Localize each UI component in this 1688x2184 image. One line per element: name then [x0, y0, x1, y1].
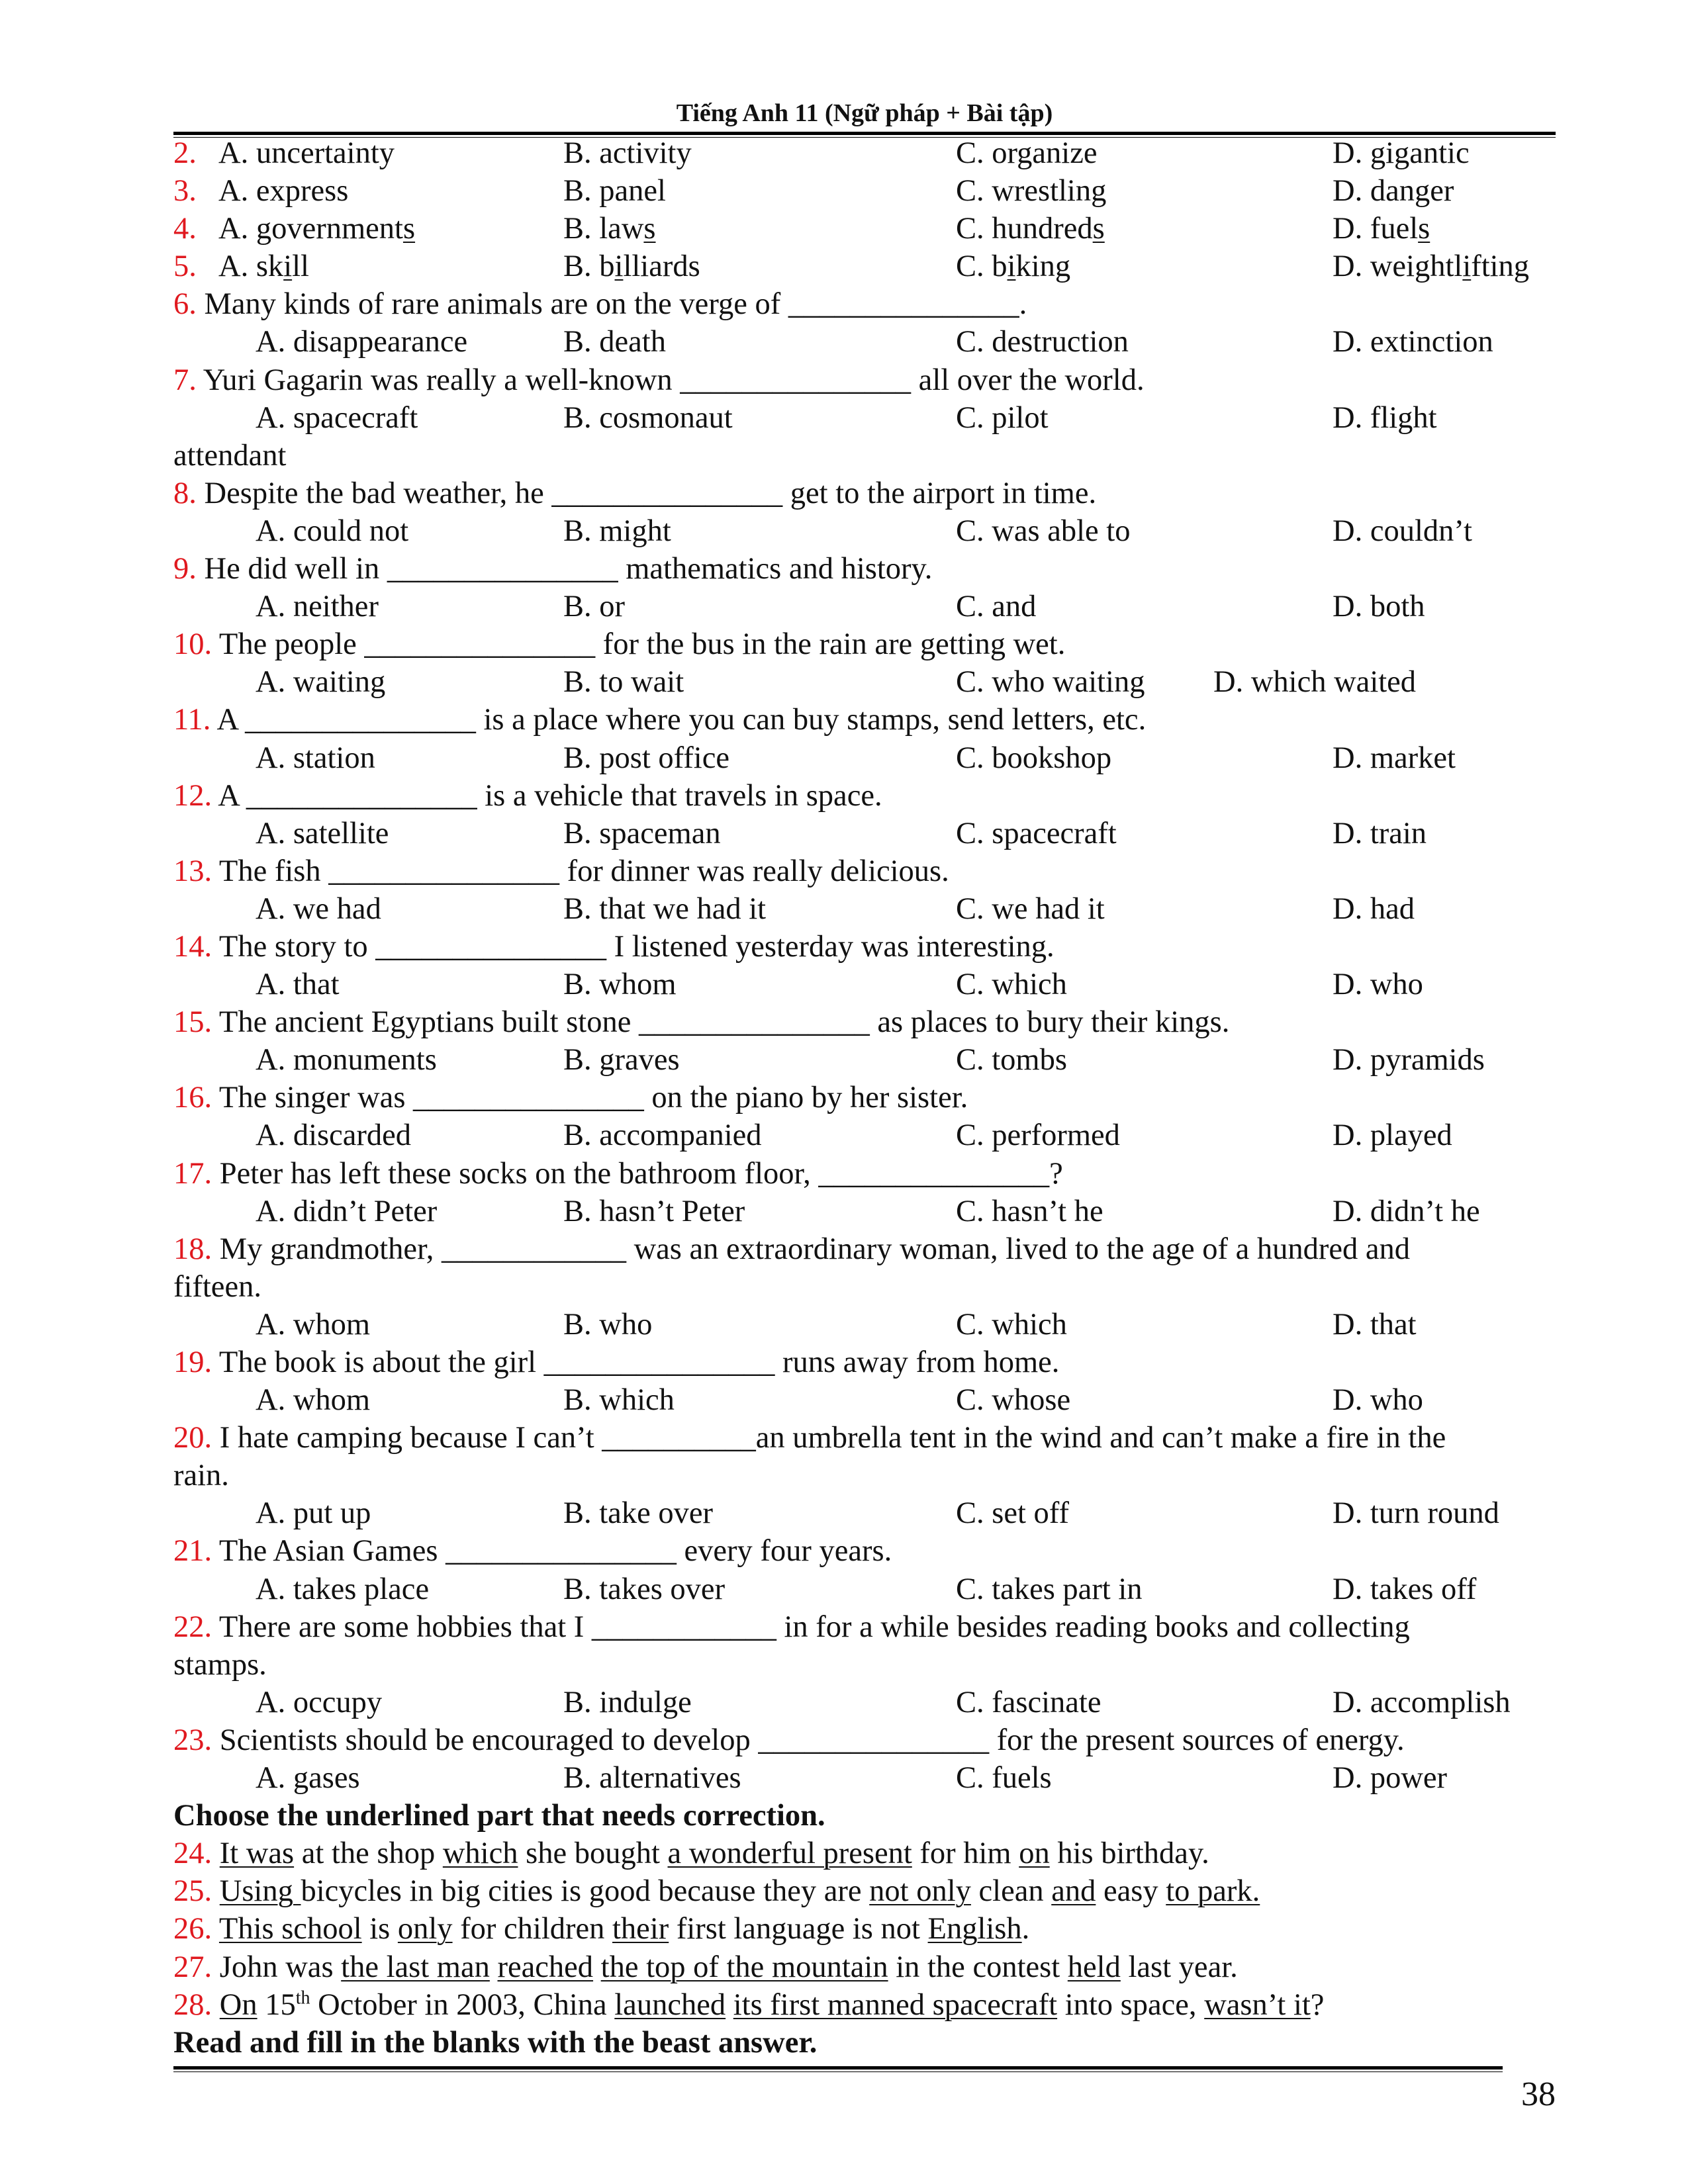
option-a: A. didn’t Peter [256, 1194, 438, 1228]
option-d: D. fuels [1333, 212, 1430, 246]
option-b: B. alternatives [563, 1761, 741, 1796]
option-c: C. whose [956, 1383, 1071, 1418]
question-5-options [173, 248, 1556, 285]
question-11-stem [173, 701, 1556, 739]
option-c: C. tombs [956, 1043, 1067, 1077]
option-c: C. performed [956, 1118, 1120, 1153]
option-b: B. or [563, 590, 625, 624]
question-number: 8. [173, 476, 197, 510]
option-c: C. was able to [956, 514, 1131, 548]
option-d: D. flight [1333, 400, 1437, 435]
option-b: B. takes over [563, 1572, 726, 1606]
option-d: D. train [1333, 816, 1427, 850]
option-d: D. didn’t he [1333, 1194, 1480, 1228]
question-17-stem [173, 1155, 1556, 1193]
question-26: 26. This school is only for children their first language is not English. [173, 1912, 1030, 1946]
option-b: B. accompanied [563, 1118, 762, 1153]
option-b: B. that we had it [563, 891, 767, 926]
question-20-options [173, 1494, 1556, 1532]
question-number: 20. [173, 1421, 212, 1455]
question-number: 27. [173, 1950, 212, 1984]
option-d: D. accomplish [1333, 1685, 1511, 1719]
question-number: 22. [173, 1610, 212, 1644]
question-3-options [173, 172, 1556, 210]
option-d: D. power [1333, 1761, 1448, 1796]
option-c: C. pilot [956, 400, 1049, 435]
option-a: A. put up [256, 1496, 371, 1531]
question-9-stem [173, 550, 1556, 588]
question-2-options [173, 134, 1556, 172]
question-27: 27. John was the last man reached the top of the mountain in the contest held last year. [173, 1950, 1238, 1984]
question-22-options [173, 1684, 1556, 1721]
question-28: 28. On 15th October in 2003, China launched its first manned spacecraft into space, wasn’t it? [173, 1987, 1325, 2022]
question-text: The fish _______________ for dinner was really delicious. [218, 854, 949, 888]
option-c: C. and [956, 590, 1037, 624]
question-number: 13. [173, 854, 212, 888]
option-a: A. disappearance [256, 325, 468, 359]
question-number: 6. [173, 287, 197, 322]
question-number: 3. [173, 174, 197, 208]
option-b: B. activity [563, 136, 692, 170]
question-12-stem [173, 777, 1556, 815]
option-a: A. whom [256, 1307, 371, 1342]
option-b: B. which [563, 1383, 675, 1418]
question-22-stem [173, 1608, 1556, 1646]
question-10-stem [173, 625, 1556, 663]
question-17-options [173, 1193, 1556, 1230]
question-text: The ancient Egyptians built stone _______________ as places to bury their kings. [218, 1005, 1230, 1040]
option-d: D. market [1333, 741, 1456, 775]
option-b: B. post office [563, 741, 729, 775]
question-text: The book is about the girl _______________ runs away from home. [218, 1345, 1060, 1379]
question-25: 25. Using bicycles in big cities is good because they are not only clean and easy to park. [173, 1874, 1260, 1909]
option-a: A. monuments [256, 1043, 437, 1077]
question-number: 14. [173, 929, 212, 964]
option-d: D. danger [1333, 174, 1454, 208]
section-heading-reading: Read and fill in the blanks with the beast answer. [173, 2025, 818, 2060]
question-number: 2. [173, 136, 197, 170]
question-14-stem [173, 928, 1556, 966]
question-20-stem-continued: rain. [173, 1459, 229, 1493]
option-a: A. governments [218, 212, 416, 246]
question-number: 12. [173, 778, 212, 813]
question-13-stem [173, 852, 1556, 890]
option-b: B. spaceman [563, 816, 721, 850]
question-number: 10. [173, 627, 212, 662]
option-c: C. bookshop [956, 741, 1112, 775]
question-11-options [173, 739, 1556, 777]
option-c: C. biking [956, 250, 1071, 284]
question-12-options [173, 815, 1556, 852]
question-6-stem [173, 285, 1556, 323]
option-b: B. billiards [563, 250, 700, 284]
option-a: A. that [256, 968, 340, 1002]
question-number: 15. [173, 1005, 212, 1040]
option-c: C. organize [956, 136, 1098, 170]
question-20-stem [173, 1419, 1556, 1457]
option-c: C. which [956, 1307, 1067, 1342]
question-19-options [173, 1381, 1556, 1419]
question-18-stem [173, 1230, 1556, 1268]
option-b: B. laws [563, 212, 656, 246]
option-b: B. to wait [563, 665, 684, 700]
question-number: 9. [173, 552, 197, 586]
option-a: A. whom [256, 1383, 371, 1418]
option-a: A. discarded [256, 1118, 411, 1153]
question-number: 19. [173, 1345, 212, 1379]
question-16-options [173, 1116, 1556, 1154]
option-a: A. spacecraft [256, 400, 418, 435]
question-23-stem [173, 1721, 1556, 1759]
question-number: 21. [173, 1534, 212, 1569]
option-b: B. death [563, 325, 666, 359]
option-b: B. might [563, 514, 671, 548]
question-14-options [173, 966, 1556, 1003]
question-number: 4. [173, 212, 197, 246]
question-text: A _______________ is a vehicle that travels in space. [218, 778, 882, 813]
option-d: D. pyramids [1333, 1043, 1485, 1077]
question-7-options [173, 399, 1556, 437]
question-number: 7. [173, 363, 197, 397]
question-text: The people _______________ for the bus in the rain are getting wet. [218, 627, 1066, 662]
question-text: I hate camping because I can’t __________an umbrella tent in the wind and can’t make a fire in the [219, 1421, 1446, 1455]
option-a: A. could not [256, 514, 409, 548]
section-heading-correction: Choose the underlined part that needs correction. [173, 1799, 825, 1833]
option-b: B. panel [563, 174, 666, 208]
option-c: C. wrestling [956, 174, 1107, 208]
option-b: B. take over [563, 1496, 713, 1531]
question-text: He did well in _______________ mathematics and history. [204, 552, 933, 586]
question-9-options [173, 588, 1556, 625]
footer-rule [173, 2066, 1503, 2072]
question-text: There are some hobbies that I ____________ in for a while besides reading books and collecting [218, 1610, 1410, 1644]
option-d: D. which waited [1213, 665, 1417, 700]
question-number: 23. [173, 1723, 212, 1757]
question-10-options [173, 663, 1556, 701]
question-8-stem [173, 475, 1556, 512]
question-18-options [173, 1306, 1556, 1343]
question-text: Scientists should be encouraged to develop _______________ for the present sources of energy. [219, 1723, 1405, 1757]
question-text: The Asian Games _______________ every four years. [218, 1534, 892, 1569]
option-b: B. graves [563, 1043, 680, 1077]
question-19-stem [173, 1343, 1556, 1381]
question-15-options [173, 1041, 1556, 1079]
question-21-options [173, 1570, 1556, 1608]
option-a: A. we had [256, 891, 381, 926]
question-7-option-d-continued: attendant [173, 438, 287, 473]
question-21-stem [173, 1532, 1556, 1570]
question-7-stem [173, 361, 1556, 399]
page-header: Tiếng Anh 11 (Ngữ pháp + Bài tập) [676, 99, 1053, 127]
option-d: D. had [1333, 891, 1415, 926]
option-d: D. played [1333, 1118, 1452, 1153]
question-4-options [173, 210, 1556, 248]
option-a: A. gases [256, 1761, 360, 1796]
question-number: 24. [173, 1837, 212, 1871]
option-d: D. that [1333, 1307, 1417, 1342]
question-number: 18. [173, 1232, 212, 1266]
question-number: 5. [173, 250, 197, 284]
option-c: C. who waiting [956, 665, 1145, 700]
question-23-options [173, 1759, 1556, 1797]
option-c: C. hasn’t he [956, 1194, 1103, 1228]
exercise-content [173, 134, 1556, 2062]
option-d: D. who [1333, 968, 1423, 1002]
question-13-options [173, 890, 1556, 928]
question-18-stem-continued: fifteen. [173, 1269, 261, 1304]
question-number: 26. [173, 1912, 212, 1946]
option-d: D. turn round [1333, 1496, 1499, 1531]
question-text: The story to _______________ I listened yesterday was interesting. [218, 929, 1055, 964]
option-a: A. station [256, 741, 375, 775]
question-text: Peter has left these socks on the bathroom floor, _______________? [219, 1156, 1063, 1191]
option-b: B. indulge [563, 1685, 692, 1719]
question-number: 28. [173, 1987, 212, 2022]
option-c: C. set off [956, 1496, 1069, 1531]
option-a: A. takes place [256, 1572, 430, 1606]
option-a: A. waiting [256, 665, 386, 700]
option-b: B. hasn’t Peter [563, 1194, 745, 1228]
option-c: C. which [956, 968, 1067, 1002]
question-text: A _______________ is a place where you can buy stamps, send letters, etc. [216, 703, 1147, 737]
option-a: A. satellite [256, 816, 389, 850]
option-c: C. fascinate [956, 1685, 1102, 1719]
question-6-options [173, 323, 1556, 361]
option-a: A. skill [218, 250, 309, 284]
option-d: D. takes off [1333, 1572, 1477, 1606]
option-d: D. weightlifting [1333, 250, 1530, 284]
question-15-stem [173, 1003, 1556, 1041]
option-c: C. spacecraft [956, 816, 1117, 850]
option-d: D. both [1333, 590, 1425, 624]
option-c: C. we had it [956, 891, 1105, 926]
option-b: B. who [563, 1307, 653, 1342]
question-number: 11. [173, 703, 211, 737]
option-c: C. destruction [956, 325, 1129, 359]
question-number: 16. [173, 1081, 212, 1115]
question-8-options [173, 512, 1556, 550]
option-a: A. occupy [256, 1685, 383, 1719]
question-text: My grandmother, ____________ was an extraordinary woman, lived to the age of a hundred and [219, 1232, 1410, 1266]
option-b: B. cosmonaut [563, 400, 733, 435]
question-24: 24. It was at the shop which she bought a wonderful present for him on his birthday. [173, 1837, 1209, 1871]
option-c: C. takes part in [956, 1572, 1143, 1606]
option-a: A. neither [256, 590, 379, 624]
question-text: Yuri Gagarin was really a well-known _______________ all over the world. [203, 363, 1145, 397]
option-d: D. who [1333, 1383, 1423, 1418]
page-number: 38 [1521, 2075, 1556, 2113]
question-number: 17. [173, 1156, 212, 1191]
question-22-stem-continued: stamps. [173, 1647, 267, 1682]
option-a: A. express [218, 174, 349, 208]
option-a: A. uncertainty [218, 136, 395, 170]
option-d: D. gigantic [1333, 136, 1470, 170]
option-b: B. whom [563, 968, 677, 1002]
question-number: 25. [173, 1874, 212, 1909]
question-text: Despite the bad weather, he _______________ get to the airport in time. [204, 476, 1097, 510]
option-c: C. fuels [956, 1761, 1052, 1796]
option-d: D. couldn’t [1333, 514, 1472, 548]
option-d: D. extinction [1333, 325, 1493, 359]
question-text: The singer was _______________ on the piano by her sister. [218, 1081, 968, 1115]
question-16-stem [173, 1079, 1556, 1116]
option-c: C. hundreds [956, 212, 1105, 246]
question-text: Many kinds of rare animals are on the verge of _______________. [204, 287, 1027, 322]
